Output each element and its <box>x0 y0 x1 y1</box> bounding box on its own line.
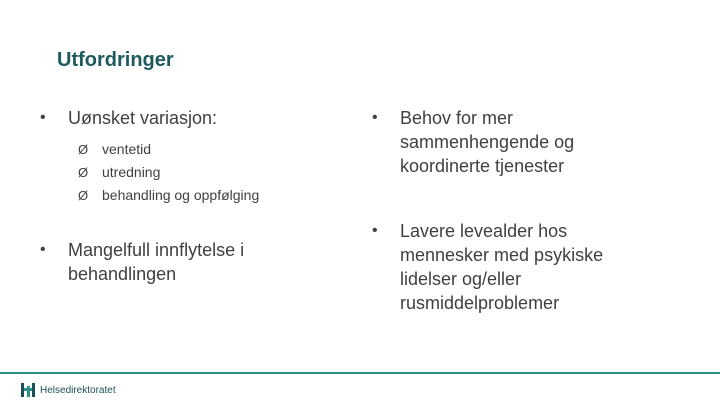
logo-text: Helsedirektoratet <box>40 384 116 396</box>
sub-list <box>78 138 320 207</box>
sub-item-utredning <box>78 161 320 184</box>
bullet-item-life-expectancy <box>372 219 627 315</box>
footer-logo <box>20 382 116 398</box>
helsedirektoratet-logo-icon <box>20 382 36 398</box>
bullet-dot: • <box>40 109 46 126</box>
bullet-text: Mangelfull innflytelse i behandlingen <box>68 240 245 284</box>
sub-item-text: ventetid <box>102 141 152 157</box>
bullet-item-coordination <box>372 106 612 178</box>
bullet-text: Behov for mer sammenhengende og koordinerte tjenester <box>400 108 575 176</box>
slide-title: Utfordringer <box>57 49 174 71</box>
sub-item-ventetid <box>78 138 320 161</box>
bullet-dot: • <box>372 222 378 239</box>
bullet-dot: • <box>40 241 46 258</box>
bullet-text: Uønsket variasjon: <box>68 108 218 128</box>
bullet-dot: • <box>372 109 378 126</box>
sub-item-behandling <box>78 184 320 207</box>
bullet-item-variation <box>40 106 320 130</box>
arrow-bullet-icon: Ø <box>78 142 89 157</box>
bullet-text: Lavere levealder hos mennesker med psykiske lidelser og/eller rusmiddelproblemer <box>400 221 604 313</box>
arrow-bullet-icon: Ø <box>78 165 89 180</box>
bullet-item-influence <box>40 238 290 286</box>
sub-item-text: behandling og oppfølging <box>102 187 260 203</box>
footer-divider <box>0 372 720 374</box>
right-column <box>372 106 672 315</box>
left-column <box>40 106 320 286</box>
arrow-bullet-icon: Ø <box>78 188 89 203</box>
sub-item-text: utredning <box>102 164 161 180</box>
